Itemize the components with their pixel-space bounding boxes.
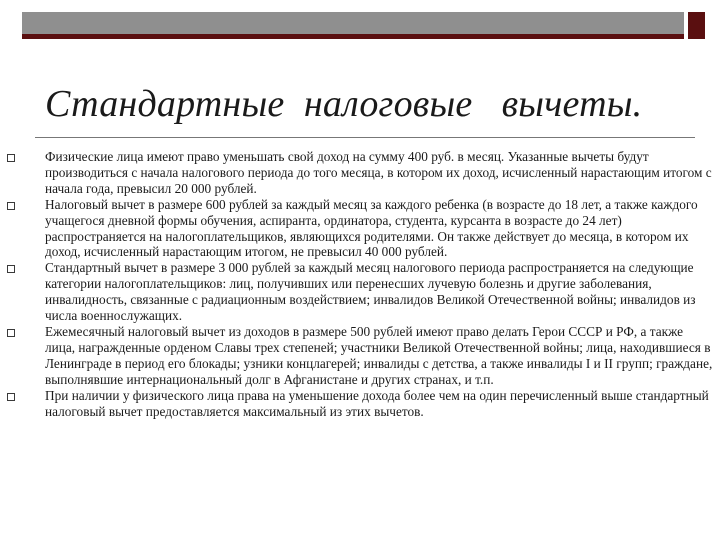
list-item — [0, 149, 720, 197]
square-bullet-icon — [7, 393, 15, 401]
list-item — [0, 388, 720, 420]
square-bullet-icon — [7, 202, 15, 210]
list-item-text: При наличии у физического лица права на уменьшение дохода более чем на один перечисленный выше стандартный налоговый вычет предоставляется максимальный из этих вычетов. — [45, 387, 709, 419]
header-gray-bar — [22, 12, 684, 34]
square-bullet-icon — [7, 154, 15, 162]
square-bullet-icon — [7, 329, 15, 337]
list-item-text: Ежемесячный налоговый вычет из доходов в размере 500 рублей имеют право делать Герои СССР и РФ, а также лица, награжденные орденом Славы трех степеней; участники Великой Отечественной войны; лица, находившиеся в Ленинграде в период его блокады; узники концлагерей; инвалиды с детства, а также инвалиды I и II групп; граждане, выполнявшие интернациональный долг в Афганистане и других странах, и т.п. — [45, 323, 713, 387]
header-red-block — [688, 12, 705, 39]
title-divider — [35, 137, 695, 138]
list-item — [0, 324, 720, 388]
square-bullet-icon — [7, 265, 15, 273]
list-item-text: Стандартный вычет в размере 3 000 рублей за каждый месяц налогового периода распространяется на следующие категории налогоплательщиков: лиц, получивших или перенесших лучевую болезнь и другие заболевания, инвалидность, связанные с радиационным воздействием; инвалидов Великой Отечественной войны; инвалидов из числа военнослужащих. — [45, 260, 696, 324]
list-item — [0, 260, 720, 324]
slide-title: Стандартные налоговые вычеты. — [45, 83, 643, 125]
list-item-text: Физические лица имеют право уменьшать свой доход на сумму 400 руб. в месяц. Указанные вычеты будут производиться с начала налогового периода до того месяца, в котором их доход, исчисленный нарастающим итогом с начала года, превысил 20 000 рублей. — [45, 149, 712, 196]
bullet-list — [0, 149, 720, 419]
header-red-underline — [22, 34, 684, 39]
list-item-text: Налоговый вычет в размере 600 рублей за каждый месяц за каждого ребенка (в возрасте до 18 лет, а также каждого учащегося дневной формы обучения, аспиранта, ординатора, студента, курсанта в возрасте до 24 лет) распространяется на налогоплательщиков, являющихся родителями. Он также действует до месяца, в котором их доход, исчисленный нарастающим итогом, не превысил 40 000 рублей. — [45, 196, 698, 260]
list-item — [0, 197, 720, 261]
